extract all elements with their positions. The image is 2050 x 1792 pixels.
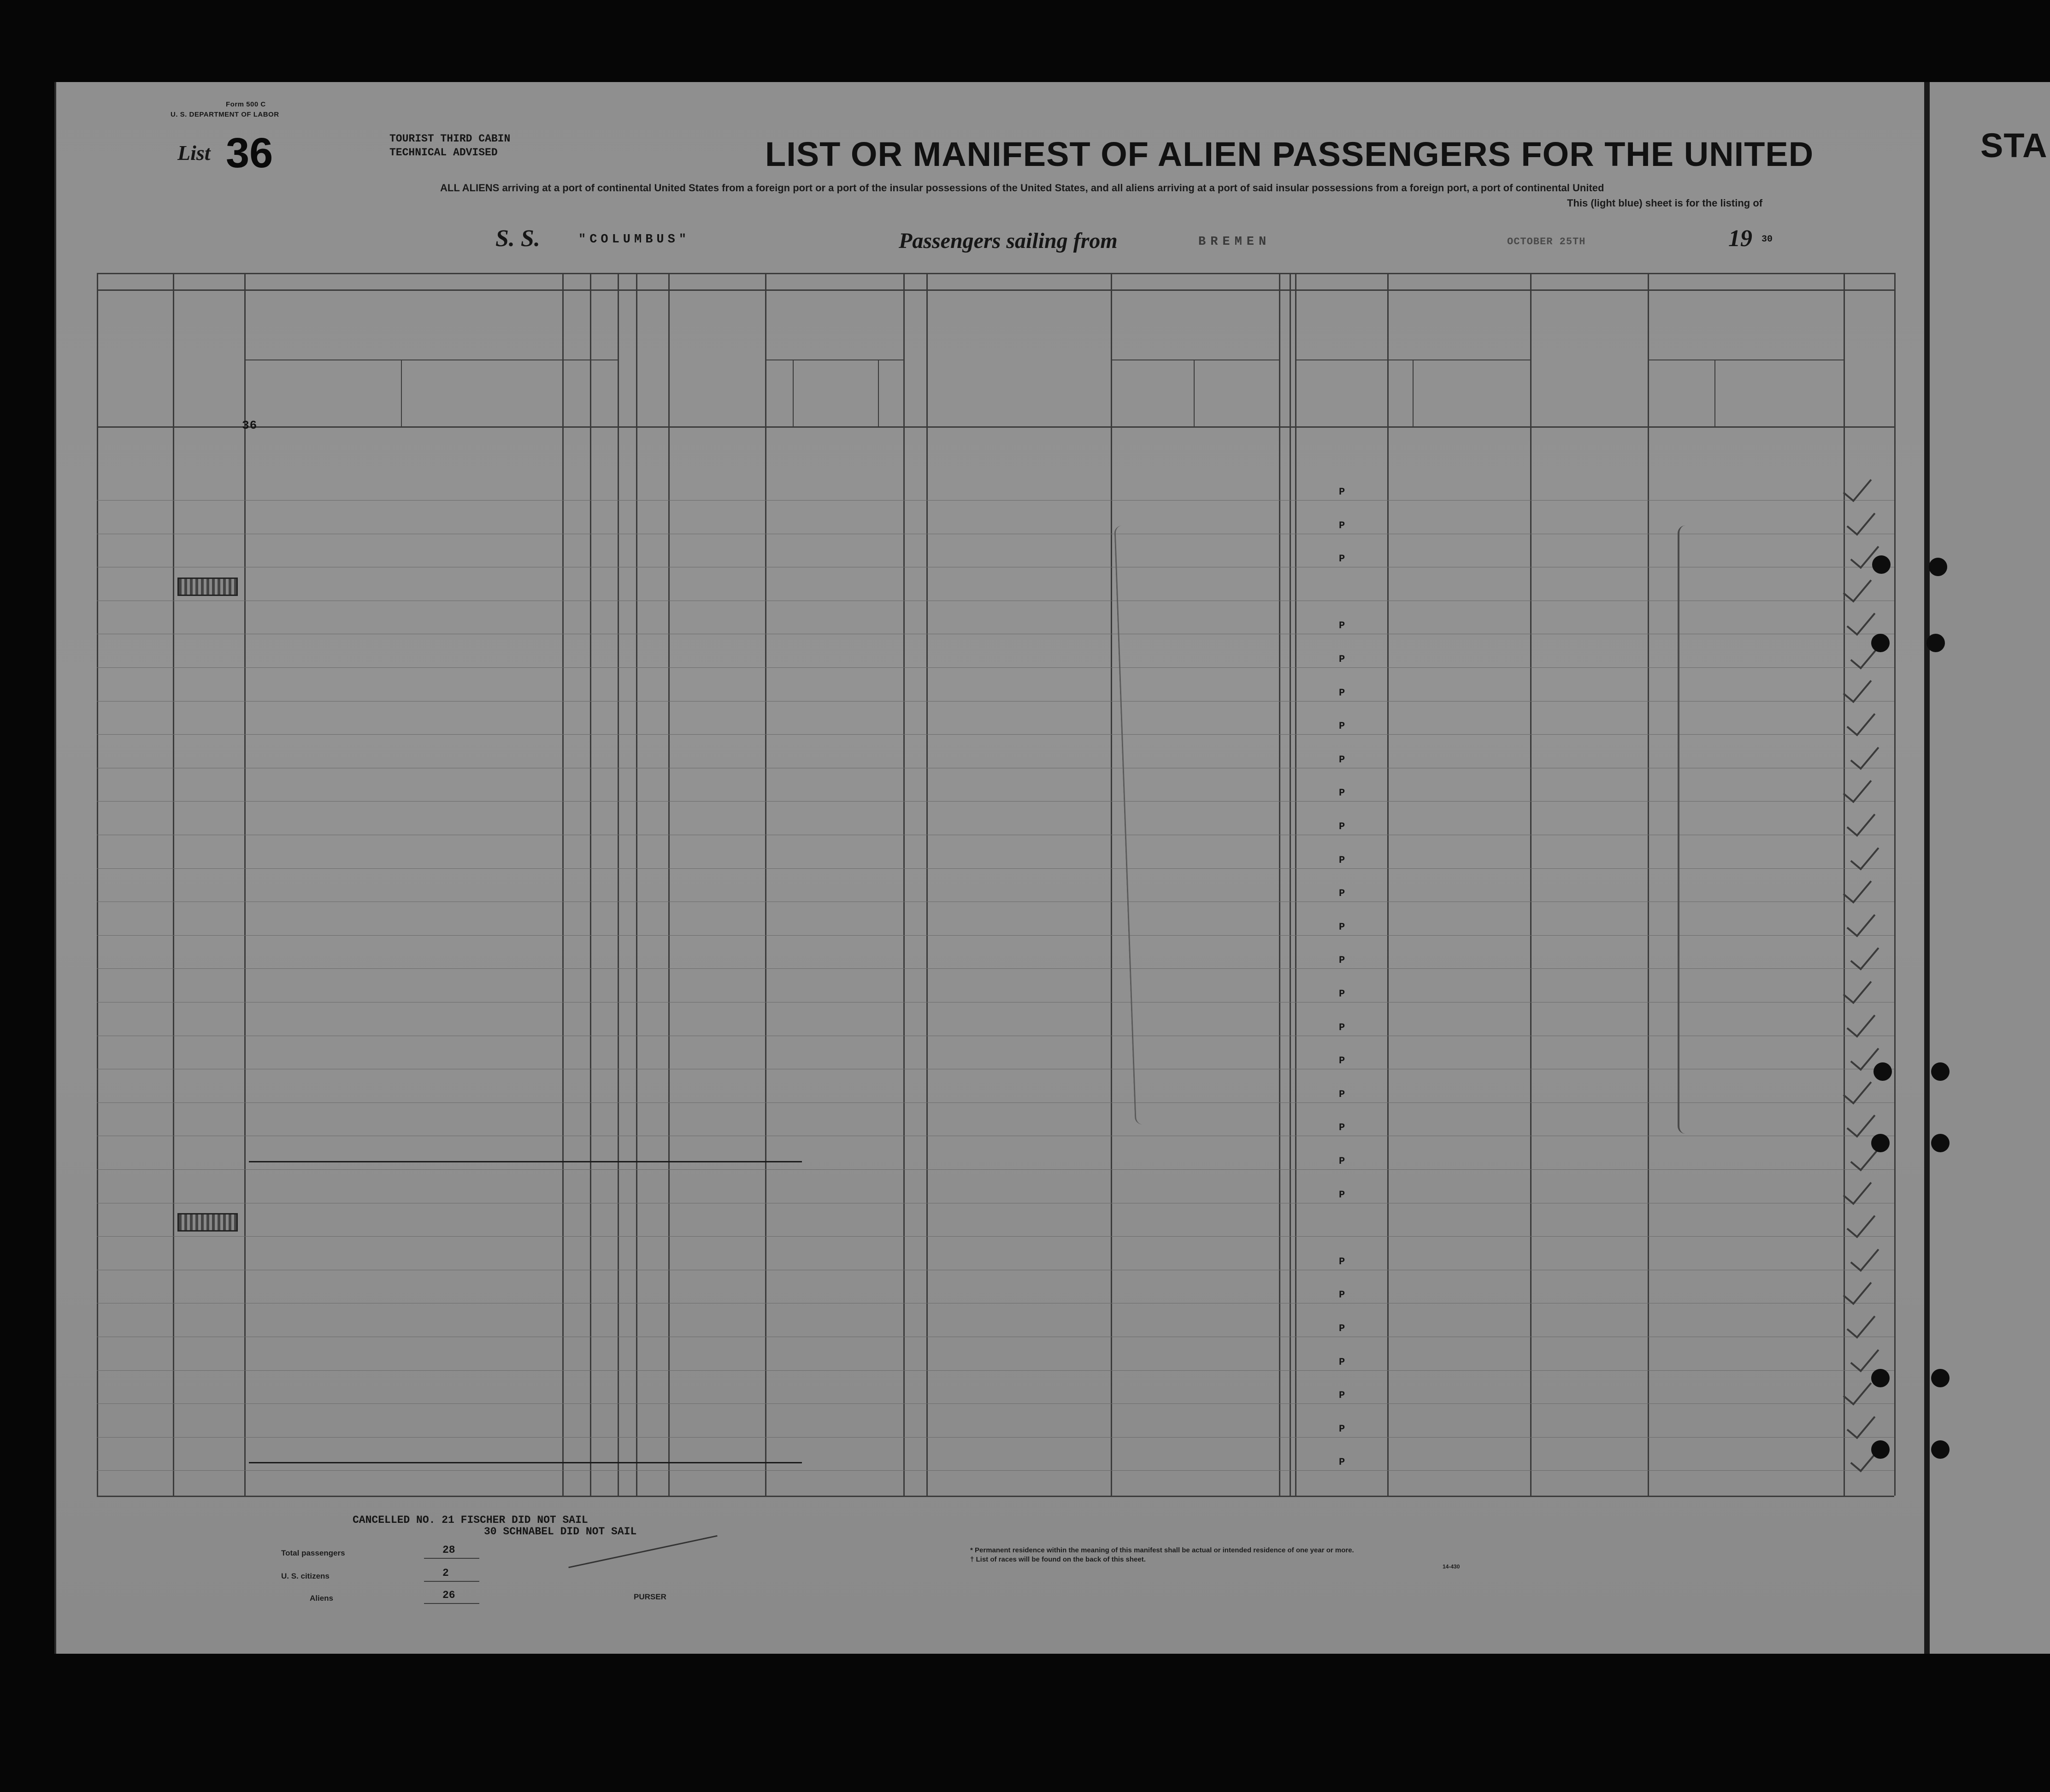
column-divider bbox=[1844, 273, 1845, 1496]
visa-type: P bbox=[1339, 520, 1345, 531]
visa-type: P bbox=[1339, 687, 1345, 699]
row-line bbox=[97, 801, 1894, 802]
strikethrough-line bbox=[249, 1161, 802, 1162]
sailing-label: Passengers sailing from bbox=[899, 229, 1118, 253]
visa-type: P bbox=[1339, 855, 1345, 866]
punch-hole bbox=[1871, 1440, 1890, 1459]
row-line bbox=[97, 667, 1894, 668]
row-line bbox=[97, 1102, 1894, 1103]
column-divider bbox=[618, 273, 619, 1496]
visa-type: P bbox=[1339, 787, 1345, 799]
head-tax-number: 36 bbox=[242, 419, 258, 432]
purser-label: PURSER bbox=[634, 1592, 666, 1601]
visa-type: P bbox=[1339, 1189, 1345, 1201]
subtitle-line-2: This (light blue) sheet is for the listing of bbox=[1567, 197, 1763, 209]
column-divider bbox=[903, 273, 905, 1496]
visa-type: P bbox=[1339, 888, 1345, 899]
departure-port: BREMEN bbox=[1198, 235, 1271, 249]
visa-type: P bbox=[1339, 1022, 1345, 1033]
visa-type: P bbox=[1339, 553, 1345, 565]
column-number-divider bbox=[97, 289, 1894, 291]
us-citizens-value: 2 bbox=[442, 1567, 449, 1579]
column-divider bbox=[1530, 273, 1532, 1496]
visa-type: P bbox=[1339, 1323, 1345, 1334]
column-divider bbox=[636, 273, 637, 1496]
aliens-underline bbox=[424, 1603, 479, 1604]
row-line bbox=[97, 935, 1894, 936]
visa-type: P bbox=[1339, 1122, 1345, 1133]
row-line bbox=[97, 868, 1894, 869]
column-divider bbox=[668, 273, 670, 1496]
form-number: Form 500 C bbox=[226, 100, 266, 108]
class-line-1: TOURIST THIRD CABIN bbox=[389, 133, 511, 145]
column-divider bbox=[1295, 273, 1296, 1496]
column-divider bbox=[244, 273, 246, 1496]
page-title: LIST OR MANIFEST OF ALIEN PASSENGERS FOR THE UNITED bbox=[765, 135, 1814, 173]
punch-hole bbox=[1931, 1062, 1950, 1081]
subtitle-line-1: ALL ALIENS arriving at a port of continental United States from a foreign port or a port of the insular possessions of the United States, and all aliens arriving at a port of said insular possessions from a foreign port, a port of continental United bbox=[440, 182, 1604, 194]
visa-type: P bbox=[1339, 620, 1345, 631]
column-divider bbox=[1290, 273, 1291, 1496]
column-divider bbox=[590, 273, 591, 1496]
visa-type: P bbox=[1339, 1390, 1345, 1401]
row-line bbox=[97, 1236, 1894, 1237]
cancelled-line-1: CANCELLED NO. 21 FISCHER DID NOT SAIL bbox=[353, 1514, 588, 1526]
total-underline bbox=[424, 1558, 479, 1559]
visa-type: P bbox=[1339, 1423, 1345, 1435]
row-line bbox=[97, 1470, 1894, 1471]
department-label: U. S. DEPARTMENT OF LABOR bbox=[171, 111, 279, 118]
punch-hole bbox=[1871, 1134, 1890, 1152]
head-tax-stamp bbox=[177, 1213, 238, 1232]
row-line bbox=[97, 734, 1894, 735]
column-divider bbox=[765, 273, 766, 1496]
row-line bbox=[97, 968, 1894, 969]
list-number: 36 bbox=[226, 130, 273, 177]
punch-hole bbox=[1931, 1440, 1950, 1459]
cancelled-line-2: 30 SCHNABEL DID NOT SAIL bbox=[484, 1526, 637, 1538]
column-divider bbox=[173, 273, 174, 1496]
punch-hole bbox=[1929, 558, 1947, 576]
punch-hole bbox=[1872, 555, 1891, 574]
visa-type: P bbox=[1339, 486, 1345, 498]
footnote-residence: * Permanent residence within the meaning of this manifest shall be actual or intended residence of one year or more. bbox=[970, 1546, 1354, 1554]
table-top-border bbox=[97, 273, 1894, 274]
row-line bbox=[97, 1403, 1894, 1404]
column-divider bbox=[1648, 273, 1649, 1496]
row-line bbox=[97, 500, 1894, 501]
total-passengers-value: 28 bbox=[442, 1544, 455, 1556]
title-continuation: STA bbox=[1980, 126, 2048, 165]
next-sheet-edge bbox=[1924, 82, 2050, 1654]
row-line bbox=[97, 1169, 1894, 1170]
row-line bbox=[97, 1370, 1894, 1371]
column-divider bbox=[562, 273, 564, 1496]
punch-hole bbox=[1926, 634, 1945, 652]
visa-type: P bbox=[1339, 1456, 1345, 1468]
visa-type: P bbox=[1339, 720, 1345, 732]
visa-type: P bbox=[1339, 821, 1345, 832]
strikethrough-line bbox=[249, 1462, 802, 1463]
punch-hole bbox=[1871, 634, 1890, 652]
total-passengers-label: Total passengers bbox=[281, 1549, 345, 1557]
header-sub-column-line bbox=[793, 360, 794, 426]
citizens-underline bbox=[424, 1581, 479, 1582]
header-sub-column-line bbox=[590, 360, 591, 426]
us-citizens-label: U. S. citizens bbox=[281, 1572, 330, 1580]
header-sub-column-line bbox=[878, 360, 879, 426]
header-sub-column-line bbox=[1194, 360, 1195, 426]
handwritten-brace bbox=[1678, 525, 1693, 1134]
manifest-sheet bbox=[54, 82, 2010, 1654]
visa-type: P bbox=[1339, 955, 1345, 966]
header-bottom-border bbox=[97, 426, 1894, 428]
column-divider bbox=[1894, 273, 1896, 1496]
aliens-value: 26 bbox=[442, 1589, 455, 1601]
year-suffix: 30 bbox=[1761, 234, 1773, 245]
departure-date: OCTOBER 25TH bbox=[1507, 236, 1586, 248]
header-sub-column-line bbox=[401, 360, 402, 426]
visa-type: P bbox=[1339, 1155, 1345, 1167]
visa-type: P bbox=[1339, 988, 1345, 1000]
class-line-2: TECHNICAL ADVISED bbox=[389, 147, 498, 159]
visa-type: P bbox=[1339, 1356, 1345, 1368]
column-divider bbox=[1279, 273, 1280, 1496]
punch-hole bbox=[1931, 1134, 1950, 1152]
table-bottom-border bbox=[97, 1496, 1894, 1497]
visa-type: P bbox=[1339, 921, 1345, 933]
column-divider bbox=[1387, 273, 1389, 1496]
punch-hole bbox=[1873, 1062, 1892, 1081]
year-prefix: 19 bbox=[1728, 225, 1752, 252]
ss-label: S. S. bbox=[495, 225, 540, 252]
header-sub-column-line bbox=[1413, 360, 1414, 426]
footnote-races: † List of races will be found on the back of this sheet. bbox=[970, 1556, 1146, 1563]
column-divider bbox=[926, 273, 928, 1496]
aliens-label: Aliens bbox=[310, 1594, 334, 1603]
column-divider bbox=[97, 273, 98, 1496]
row-line bbox=[97, 1437, 1894, 1438]
punch-hole bbox=[1871, 1369, 1890, 1387]
visa-type: P bbox=[1339, 1289, 1345, 1301]
ship-name: "COLUMBUS" bbox=[578, 233, 690, 247]
head-tax-stamp bbox=[177, 578, 238, 596]
column-divider bbox=[1111, 273, 1112, 1496]
visa-type: P bbox=[1339, 754, 1345, 766]
visa-type: P bbox=[1339, 1089, 1345, 1100]
visa-type: P bbox=[1339, 654, 1345, 665]
punch-hole bbox=[1931, 1369, 1950, 1387]
form-code: 14-430 bbox=[1443, 1563, 1460, 1570]
header-sub-column-line bbox=[1714, 360, 1715, 426]
visa-type: P bbox=[1339, 1256, 1345, 1267]
list-label: List bbox=[177, 141, 211, 165]
visa-type: P bbox=[1339, 1055, 1345, 1067]
